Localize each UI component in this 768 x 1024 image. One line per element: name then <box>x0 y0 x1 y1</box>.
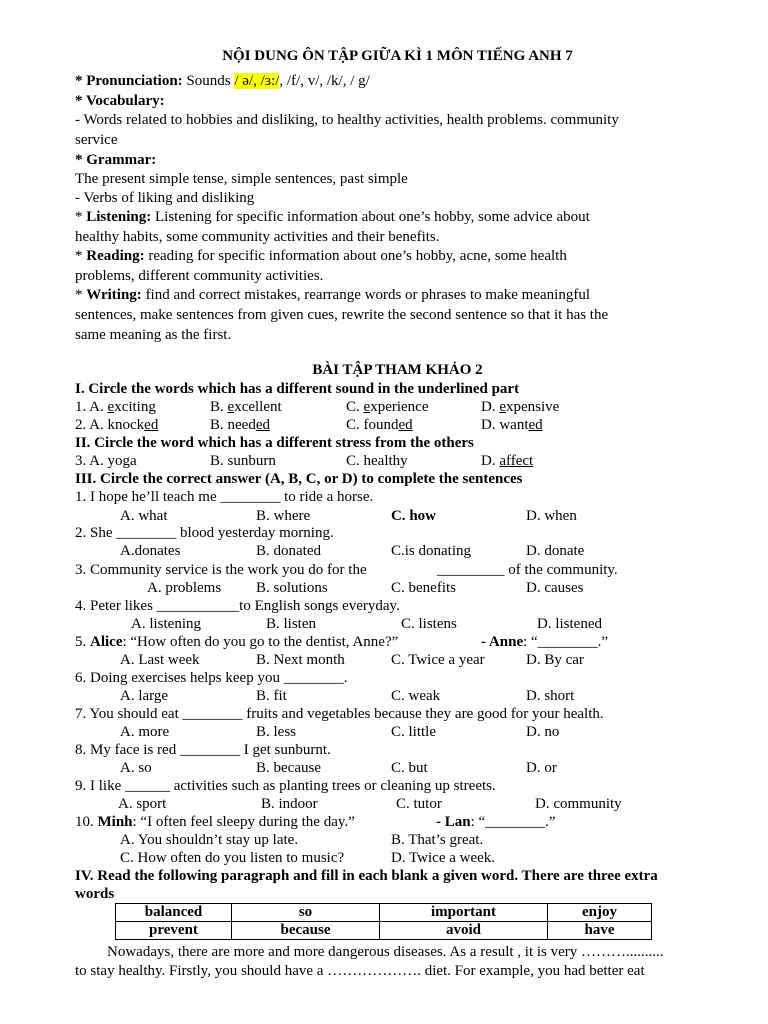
s3-q2-option-b[interactable]: B. donated <box>256 543 321 559</box>
underlined-ending: ed <box>144 417 159 433</box>
s3-q3-stem <box>75 561 618 579</box>
word-cell: have <box>548 922 652 940</box>
stem-blank: _________ of the community. <box>437 562 618 578</box>
dash: - <box>436 814 445 830</box>
opt: D. <box>481 453 500 469</box>
word-rest: xpensive <box>506 399 560 415</box>
paragraph-text: Nowadays, there are more and more dangerous diseases. As a result , it is very ……….......... <box>107 944 664 960</box>
s3-q10-option-b[interactable]: B. That’s great. <box>391 832 484 848</box>
page-title: NỘI DUNG ÔN TẬP GIỮA KÌ 1 MÔN TIẾNG ANH 7 <box>222 48 573 64</box>
s3-q8-option-a[interactable]: A. so <box>120 760 152 776</box>
pron-text-rest: , /f/, v/, /k/, / g/ <box>279 73 370 89</box>
s3-q2-option-c[interactable]: C.is donating <box>391 543 472 559</box>
s3-q7-option-c[interactable]: C. little <box>391 724 436 740</box>
s3-q6-option-d[interactable]: D. short <box>526 688 575 704</box>
opt: C. found <box>346 417 399 433</box>
grammar-label: * Grammar: <box>75 152 157 168</box>
writing-line-3: same meaning as the first. <box>75 327 232 343</box>
s3-q9-option-b[interactable]: B. indoor <box>261 796 318 812</box>
vocabulary-line-2: service <box>75 132 118 148</box>
word-box-row <box>116 904 652 922</box>
lan-reply <box>436 813 556 831</box>
speaker-minh: Minh <box>97 814 133 830</box>
s3-q8-option-c[interactable]: C. but <box>391 760 428 776</box>
minh-line: : “I often feel sleepy during the day.” <box>132 814 355 830</box>
underlined-letter: e <box>363 399 371 415</box>
underlined-letter: e <box>499 399 507 415</box>
qnum: 1. A. <box>75 399 108 415</box>
s2-q3-option-a[interactable]: 3. A. yoga <box>75 453 137 469</box>
s1-q2-option-d[interactable] <box>481 416 543 434</box>
word-cell: avoid <box>380 922 548 940</box>
reading-label: Reading: <box>86 248 145 264</box>
s3-q6-option-a[interactable]: A. large <box>120 688 169 704</box>
s3-q10-option-a[interactable]: A. You shouldn’t stay up late. <box>120 832 299 848</box>
s3-q5-option-b[interactable]: B. Next month <box>256 652 345 668</box>
stem-text: 3. Community service is the work you do for the <box>75 562 367 578</box>
word-box-table <box>115 903 652 940</box>
alice-line: : “How often do you go to the dentist, Anne?” <box>122 634 399 650</box>
s3-q9-stem: 9. I like ______ activities such as planting trees or cleaning up streets. <box>75 778 496 794</box>
underlined-ending: ed <box>528 417 543 433</box>
word-box-row <box>116 922 652 940</box>
pronunciation-label: * Pronunciation: <box>75 73 183 89</box>
s1-q1-option-c[interactable] <box>346 398 428 416</box>
s3-q1-option-a[interactable]: A. what <box>120 508 168 524</box>
s3-q9-option-c[interactable]: C. tutor <box>396 796 442 812</box>
word-cell: enjoy <box>548 904 652 922</box>
bullet: * <box>75 248 87 264</box>
pronunciation-line <box>75 72 370 90</box>
s3-q2-option-a[interactable]: A.donates <box>120 543 181 559</box>
s3-q6-option-b[interactable]: B. fit <box>256 688 287 704</box>
word-cell: balanced <box>116 904 232 922</box>
s3-q2-option-d[interactable]: D. donate <box>526 543 585 559</box>
s3-q10-option-d[interactable]: D. Twice a week. <box>391 850 496 866</box>
s3-q6-stem: 6. Doing exercises helps keep you ________. <box>75 670 348 686</box>
s1-q2-option-b[interactable] <box>210 416 270 434</box>
pron-text: Sounds <box>182 73 235 89</box>
s3-q5-stem <box>75 633 609 651</box>
s3-q1-stem: 1. I hope he’ll teach me ________ to ride a horse. <box>75 489 374 505</box>
s3-q5-option-d[interactable]: D. By car <box>526 652 584 668</box>
writing-line-1 <box>75 286 590 304</box>
s3-q9-option-a[interactable]: A. sport <box>118 796 167 812</box>
underlined-ending: ed <box>398 417 413 433</box>
listening-line-2: healthy habits, some community activities and their benefits. <box>75 229 440 245</box>
s3-q7-option-b[interactable]: B. less <box>256 724 297 740</box>
opt: D. want <box>481 417 529 433</box>
section-3-heading: III. Circle the correct answer (A, B, C, or D) to complete the sentences <box>75 471 523 487</box>
opt: D. <box>481 399 500 415</box>
s3-q1-option-c[interactable]: C. how <box>391 508 437 524</box>
word-cell: so <box>232 904 380 922</box>
anne-line: : “________.” <box>523 634 609 650</box>
writing-line-2: sentences, make sentences from given cues, rewrite the second sentence so that it has the <box>75 307 609 323</box>
s1-q2-option-c[interactable] <box>346 416 413 434</box>
opt: B. <box>210 399 228 415</box>
word-cell: prevent <box>116 922 232 940</box>
word-rest: xcellent <box>234 399 282 415</box>
s3-q4-option-c[interactable]: C. listens <box>401 616 457 632</box>
vocabulary-label: * Vocabulary: <box>75 93 165 109</box>
s3-q3-option-a[interactable]: A. problems <box>147 580 222 596</box>
opt: C. <box>346 399 364 415</box>
s3-q5-option-c[interactable]: C. Twice a year <box>391 652 485 668</box>
s3-q2-stem: 2. She ________ blood yesterday morning. <box>75 525 334 541</box>
paragraph-line-1 <box>107 943 720 961</box>
paragraph-line-2 <box>75 962 720 980</box>
s3-q1-option-d[interactable]: D. when <box>526 508 577 524</box>
underlined-word: affect <box>499 453 534 469</box>
speaker-alice: Alice <box>90 634 123 650</box>
s1-q1-option-d[interactable] <box>481 398 559 416</box>
s3-q4-option-b[interactable]: B. listen <box>266 616 317 632</box>
s1-q2-option-a[interactable] <box>75 416 158 434</box>
speaker-anne: Anne <box>488 634 524 650</box>
section-4-heading-2: words <box>75 886 115 902</box>
reading-line-2: problems, different community activities. <box>75 268 324 284</box>
word-rest: xciting <box>114 399 156 415</box>
opt: 2. A. knock <box>75 417 145 433</box>
writing-label: Writing: <box>86 287 142 303</box>
speaker-lan: Lan <box>444 814 471 830</box>
s3-q4-stem: 4. Peter likes ___________to English songs everyday. <box>75 598 400 614</box>
s1-q1-option-b[interactable] <box>210 398 282 416</box>
s2-q3-option-b[interactable]: B. sunburn <box>210 453 276 469</box>
section-1-heading: I. Circle the words which has a different sound in the underlined part <box>75 381 520 397</box>
reading-line-1 <box>75 247 567 265</box>
qnum: 5. <box>75 634 90 650</box>
s3-q6-option-c[interactable]: C. weak <box>391 688 441 704</box>
s3-q10-stem <box>75 813 556 831</box>
s3-q3-option-b[interactable]: B. solutions <box>256 580 328 596</box>
s3-q5-option-a[interactable]: A. Last week <box>120 652 200 668</box>
reading-text: reading for specific information about one’s hobby, acne, some health <box>144 248 567 264</box>
s3-q9-option-d[interactable]: D. community <box>535 796 622 812</box>
word-cell: important <box>380 904 548 922</box>
section-subtitle: BÀI TẬP THAM KHẢO 2 <box>312 362 483 378</box>
lan-line: : “________.” <box>470 814 556 830</box>
dash: - <box>481 634 489 650</box>
listening-label: Listening: <box>86 209 152 225</box>
s3-q3-option-d[interactable]: D. causes <box>526 580 584 596</box>
bullet: * <box>75 209 87 225</box>
s3-q4-option-a[interactable]: A. listening <box>131 616 201 632</box>
listening-text: Listening for specific information about one’s hobby, some advice about <box>151 209 590 225</box>
opt: B. need <box>210 417 256 433</box>
underlined-letter: e <box>107 399 115 415</box>
paragraph-text: to stay healthy. Firstly, you should have a ………………. diet. For example, you had better eat <box>75 963 645 979</box>
grammar-line-1: The present simple tense, simple sentences, past simple <box>75 171 408 187</box>
vocabulary-line-1: - Words related to hobbies and disliking, to healthy activities, health problems. community <box>75 112 619 128</box>
s3-q8-option-d[interactable]: D. or <box>526 760 557 776</box>
writing-text: find and correct mistakes, rearrange words or phrases to make meaningful <box>141 287 590 303</box>
s2-q3-option-c[interactable]: C. healthy <box>346 453 408 469</box>
listening-line-1 <box>75 208 590 226</box>
s3-q7-option-a[interactable]: A. more <box>120 724 170 740</box>
s3-q4-option-d[interactable]: D. listened <box>537 616 602 632</box>
underlined-letter: e <box>227 399 235 415</box>
grammar-line-2: - Verbs of liking and disliking <box>75 190 255 206</box>
anne-reply <box>481 633 608 651</box>
s1-q1-option-a[interactable] <box>75 398 156 416</box>
highlighted-sounds: / ə/, /ɜ:/ <box>234 73 280 89</box>
word-cell: because <box>232 922 380 940</box>
s3-q8-option-b[interactable]: B. because <box>256 760 321 776</box>
s2-q3-option-d[interactable] <box>481 452 533 470</box>
qnum: 10. <box>75 814 98 830</box>
section-4-heading-1: IV. Read the following paragraph and fill in each blank a given word. There are three extra <box>75 868 658 884</box>
s3-q7-stem: 7. You should eat ________ fruits and vegetables because they are good for your health. <box>75 706 604 722</box>
s3-q3-option-c[interactable]: C. benefits <box>391 580 456 596</box>
underlined-ending: ed <box>255 417 270 433</box>
s3-q7-option-d[interactable]: D. no <box>526 724 560 740</box>
s3-q1-option-b[interactable]: B. where <box>256 508 311 524</box>
bullet: * <box>75 287 87 303</box>
s3-q10-option-c[interactable]: C. How often do you listen to music? <box>120 850 345 866</box>
word-rest: xperience <box>370 399 429 415</box>
section-2-heading: II. Circle the word which has a different stress from the others <box>75 435 474 451</box>
s3-q8-stem: 8. My face is red ________ I get sunburnt. <box>75 742 331 758</box>
